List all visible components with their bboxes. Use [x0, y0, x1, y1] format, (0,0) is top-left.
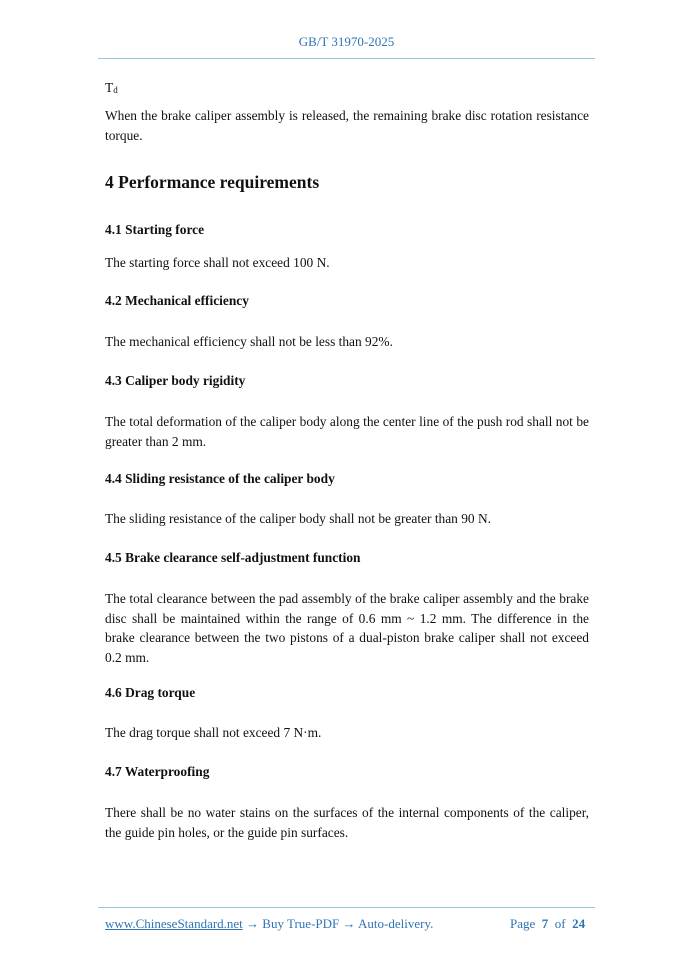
section-title: 4 Performance requirements [105, 172, 320, 192]
clause-title: 4.2 Mechanical efficiency [105, 293, 249, 308]
clause-title: 4.3 Caliper body rigidity [105, 373, 246, 388]
footer-promo-text: → Buy True-PDF → Auto-delivery. [242, 916, 434, 931]
footer-link[interactable]: www.ChineseStandard.net [105, 916, 243, 931]
clause-text: The starting force shall not exceed 100 N. [105, 255, 330, 270]
term-symbol-subscript: d [113, 85, 118, 95]
header-divider [98, 58, 595, 59]
page-number: 7 [541, 916, 549, 931]
header-doc-id: GB/T 31970-2025 [298, 34, 395, 49]
footer-divider [98, 907, 595, 908]
clause-text: There shall be no water stains on the surfaces of the internal components of the caliper, the guide pin holes, or the guide pin surfaces. [105, 805, 589, 840]
page-label: Page [510, 916, 536, 931]
page-total: 24 [572, 916, 586, 931]
clause-title: 4.1 Starting force [105, 222, 205, 237]
term-symbol-main: T [105, 80, 114, 95]
clause-title: 4.5 Brake clearance self-adjustment function [105, 550, 361, 565]
term-symbol [105, 78, 589, 101]
clause-text: The drag torque shall not exceed 7 N·m. [105, 725, 322, 740]
clause-title: 4.7 Waterproofing [105, 764, 210, 779]
clause-text: The total deformation of the caliper body along the center line of the push rod shall not be greater than 2 mm. [105, 414, 589, 449]
footer-promo [105, 916, 433, 932]
clause-text: The sliding resistance of the caliper body shall not be greater than 90 N. [105, 511, 491, 526]
clause-text: The mechanical efficiency shall not be less than 92%. [105, 334, 393, 349]
of-label: of [554, 916, 566, 931]
term-definition: When the brake caliper assembly is released, the remaining brake disc rotation resistance torque. [105, 108, 589, 143]
page-indicator [510, 916, 585, 932]
clause-title: 4.4 Sliding resistance of the caliper body [105, 471, 335, 486]
clause-title: 4.6 Drag torque [105, 685, 196, 700]
clause-text: The total clearance between the pad assembly of the brake caliper assembly and the brake disc shall be maintained within the range of 0.6 mm ~ 1.2 mm. The difference in the brake clearance between the two pistons of a dual-piston brake caliper shall not exceed 0.2 mm. [105, 591, 589, 665]
